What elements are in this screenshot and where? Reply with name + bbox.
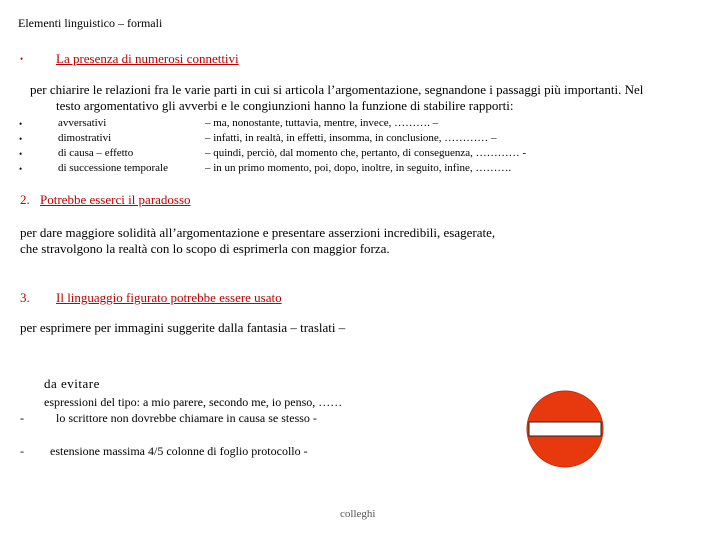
section2-line1: per dare maggiore solidità all’argomentazione e presentare asserzioni incredibili, esagerate, [20,225,496,240]
no-entry-sign-svg [526,390,604,468]
avoid-dash1: - [20,411,24,425]
section3-heading: Il linguaggio figurato potrebbe essere usato [56,290,282,305]
avoid-line2: lo scrittore non dovrebbe chiamare in causa se stesso - [56,411,317,425]
section1-heading: La presenza di numerosi connettivi [56,51,239,66]
avoid-dash2: - [20,444,24,458]
list-item-examples: – ma, nonostante, tuttavia, mentre, invece, ………. – [205,117,439,129]
list-item-examples: – infatti, in realtà, in effetti, insomma, in conclusione, ………… – [205,132,497,144]
list-item-label: di causa – effetto [58,147,134,159]
list-item-examples: – quindi, perciò, dal momento che, pertanto, di conseguenza, ………… - [205,147,527,159]
section2-heading: Potrebbe esserci il paradosso [40,192,191,207]
list-item-label: dimostrativi [58,132,112,144]
no-entry-sign-icon [526,390,604,468]
section1-intro-line2: testo argomentativo gli avverbi e le congiunzioni hanno la funzione di stabilire rapporti: [56,98,514,113]
list-item-label: di successione temporale [58,162,168,174]
section3-number: 3. [20,290,30,305]
section1-bullet: • [20,54,24,64]
avoid-line3: estensione massima 4/5 colonne di foglio protocollo - [50,444,308,458]
list-item-examples: – in un primo momento, poi, dopo, inoltre, in seguito, infine, ………. [205,162,512,174]
section2-line2: che stravolgono la realtà con lo scopo di esprimerla con maggior forza. [20,241,390,256]
list-item-bullet: • [19,119,23,129]
list-item-label: avversativi [58,117,107,129]
sign-bar [529,422,601,436]
page-title: Elementi linguistico – formali [18,16,163,30]
list-item-bullet: • [19,164,23,174]
list-item-bullet: • [19,134,23,144]
footer-label: colleghi [340,508,376,520]
section1-intro-line1: per chiarire le relazioni fra le varie parti in cui si articola l’argomentazione, segnandone i passaggi più importanti. Nel [30,82,644,97]
section2-number: 2. [20,192,30,207]
avoid-title: da evitare [44,376,100,391]
avoid-line1: espressioni del tipo: a mio parere, secondo me, io penso, …… [44,395,343,409]
list-item-bullet: • [19,149,23,159]
section3-line1: per esprimere per immagini suggerite dalla fantasia – traslati – [20,320,346,335]
